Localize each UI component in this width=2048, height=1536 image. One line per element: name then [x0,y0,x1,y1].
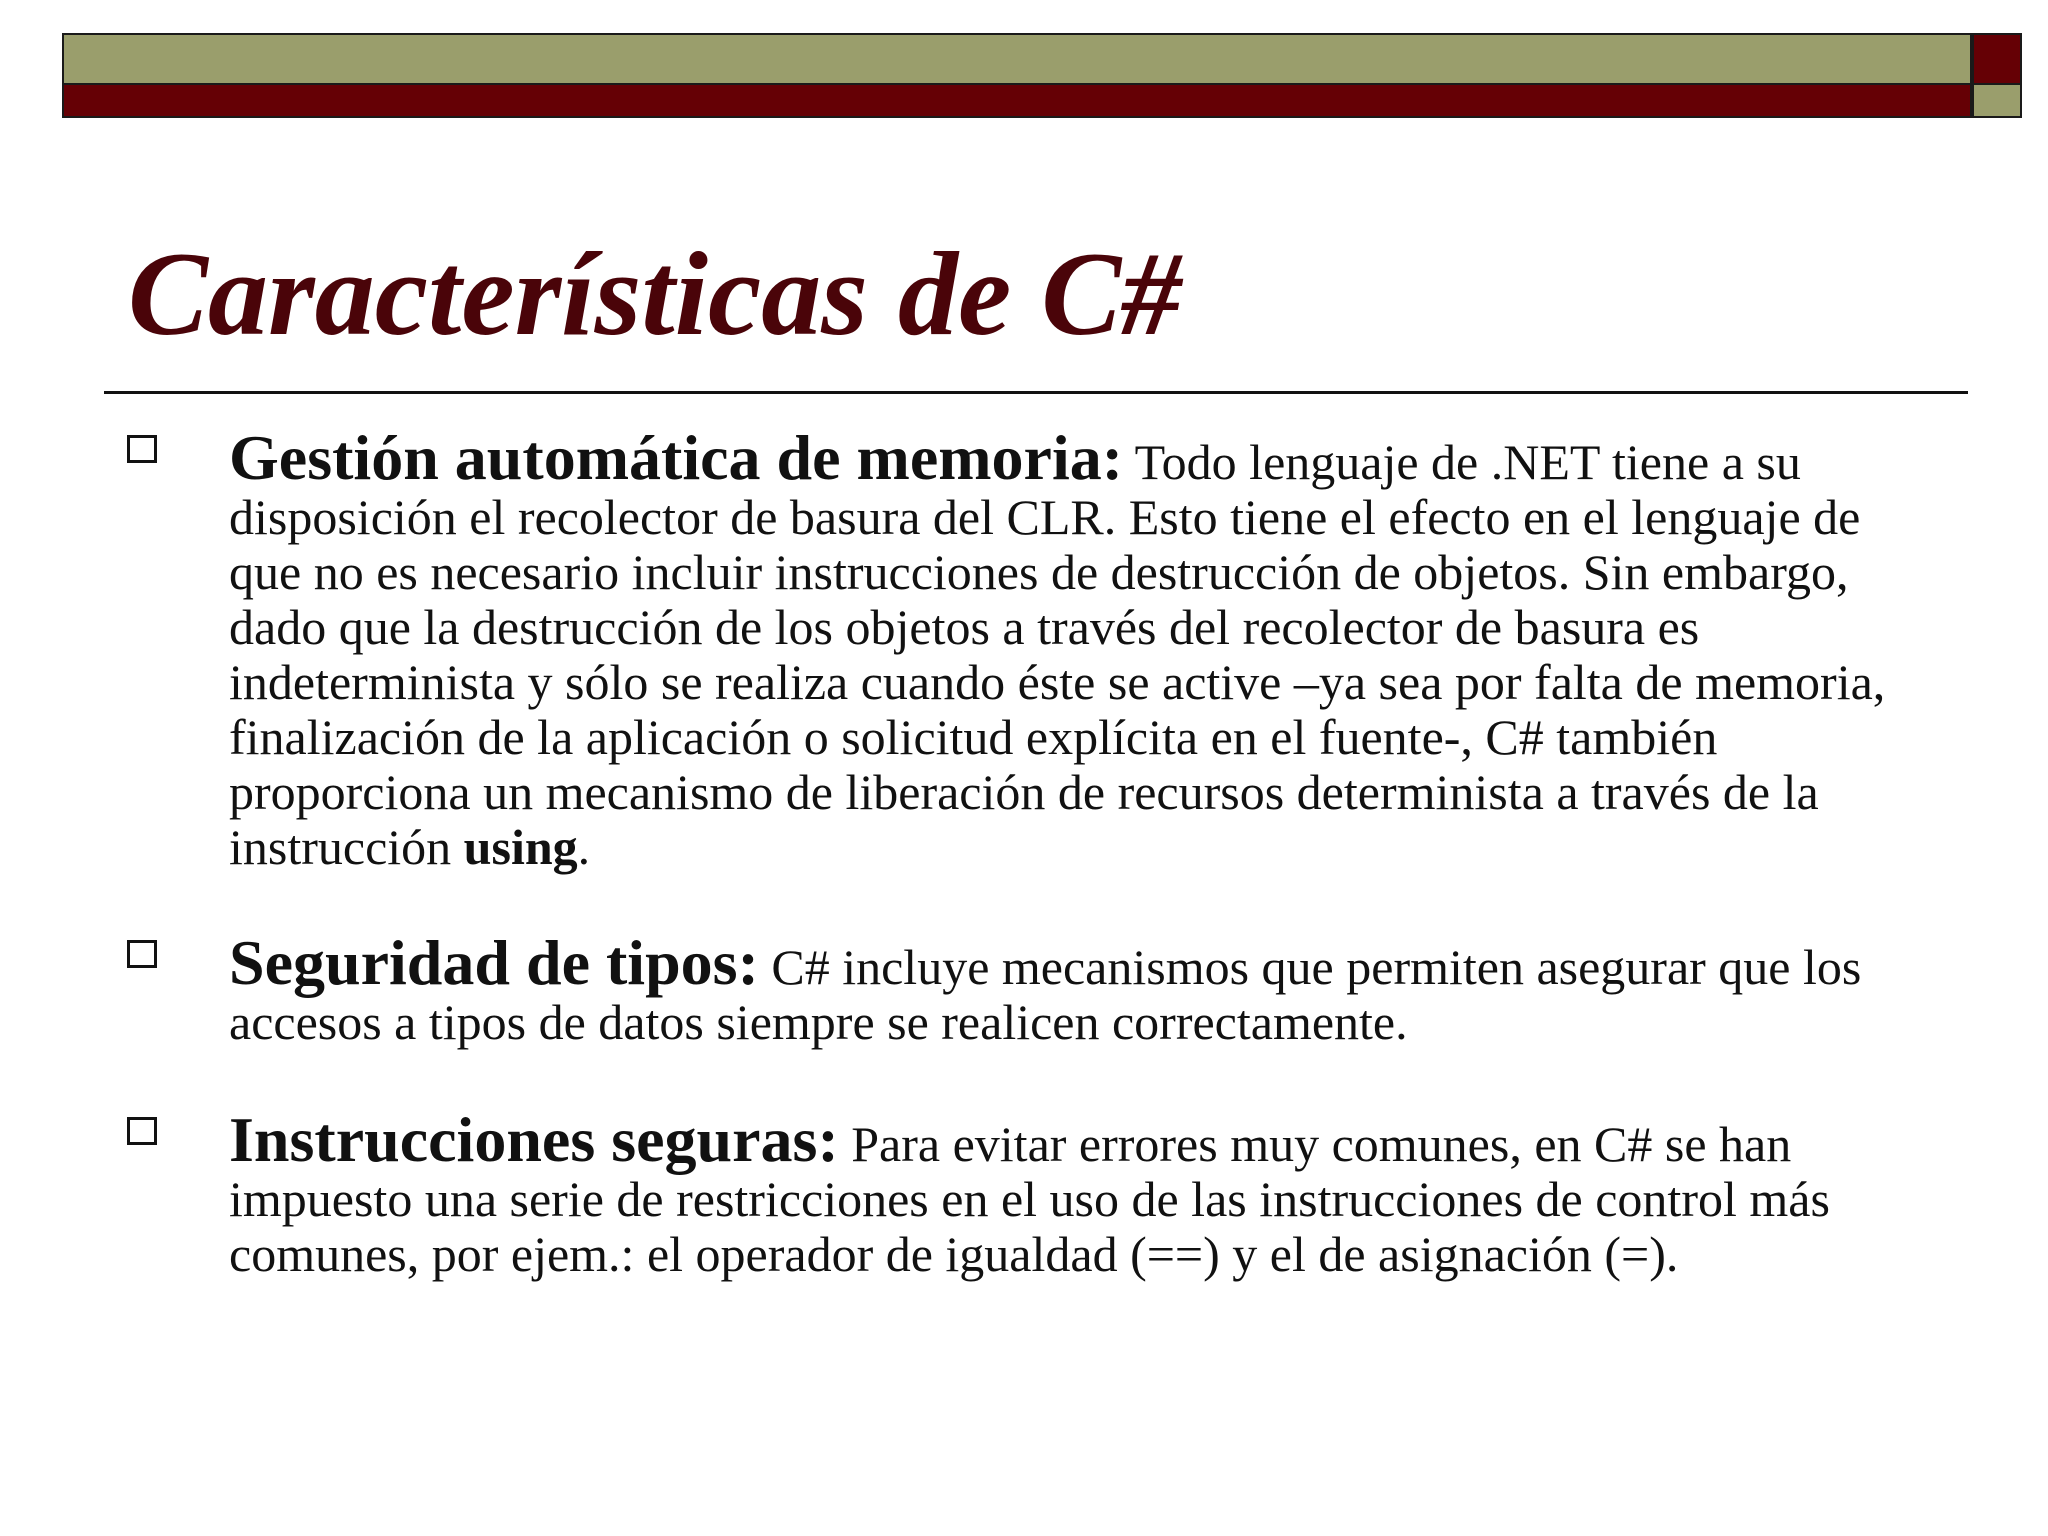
bullet-lead: Seguridad de tipos: [229,927,759,998]
bullet-text [229,1104,1929,1282]
slide-title: Características de C# [128,227,1182,360]
bullet-text [229,927,1929,1050]
bullet-body: Para evitar errores muy comunes, en C# se han impuesto una serie de restricciones en el uso de las instrucciones de control más comunes, por ejem.: el operador de igualdad (==) y el de asignación (=). [229,1116,1830,1282]
bullet-body: Todo lenguaje de .NET tiene a su disposición el recolector de basura del CLR. Esto tiene el efecto en el lenguaje de que no es necesario incluir instrucciones de destrucción de objetos. Sin embargo, dado que la destrucción de los objetos a través del recolector de basura es indeterminista y sólo se realiza cuando éste se active –ya sea por falta de memoria, finalización de la aplicación o solicitud explícita en el fuente-, C# también proporciona un mecanismo de liberación de recursos determinista a través de la instrucción [229,434,1886,875]
bullet-body: C# incluye mecanismos que permiten asegurar que los accesos a tipos de datos siempre se realicen correctamente. [229,939,1862,1050]
keyword-using: using [463,819,578,875]
bullet-lead: Instrucciones seguras: [229,1104,839,1175]
header-bar-olive [62,33,1972,85]
square-bullet-icon [127,435,157,463]
bullet-text [229,422,1929,875]
header-corner-olive [1972,85,2022,118]
header-bar-maroon [62,85,1972,118]
square-bullet-icon [127,940,157,968]
title-divider [104,391,1968,394]
header-corner-maroon [1972,33,2022,85]
square-bullet-icon [127,1117,157,1145]
bullet-tail: . [577,819,591,875]
bullet-lead: Gestión automática de memoria: [229,422,1124,493]
